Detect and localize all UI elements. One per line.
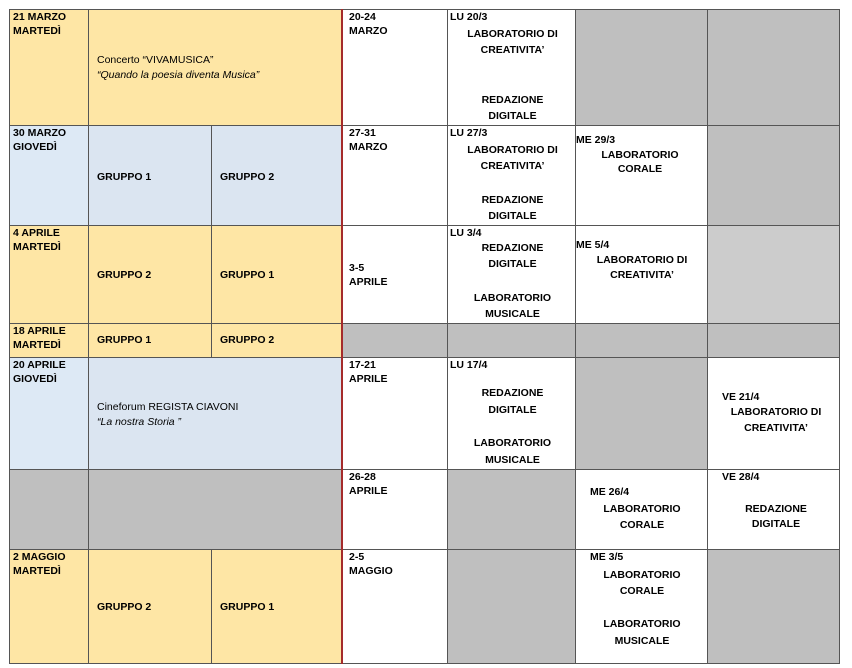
- activity-title: Cineforum REGISTA CIAVONI: [97, 401, 239, 413]
- date-text: 4 APRILE: [13, 227, 60, 239]
- empty-cell: [447, 549, 576, 664]
- date-cell-row7: [9, 549, 89, 664]
- group-label: GRUPPO 1: [97, 171, 152, 183]
- lab-label: DIGITALE: [751, 518, 801, 530]
- lab-label: LABORATORIO: [603, 569, 681, 581]
- date-cell-row3: [9, 225, 89, 324]
- lab-label: REDAZIONE: [481, 194, 544, 206]
- empty-cell: [575, 323, 708, 358]
- week-range: 17-21: [349, 359, 376, 371]
- group-b-cell-row4: [211, 323, 342, 358]
- day-head: ME 29/3: [576, 134, 616, 146]
- group-b-cell-row7: [211, 549, 342, 664]
- lab-label: DIGITALE: [488, 110, 537, 122]
- lab-label: LABORATORIO: [603, 618, 681, 630]
- lunedi-cell-row2: [447, 125, 576, 226]
- weekday-text: MARTEDÌ: [13, 565, 61, 577]
- mercoledi-cell-row2: [575, 125, 708, 226]
- lab-label: CREATIVITA’: [480, 44, 545, 56]
- lab-label: CREATIVITA’: [480, 160, 545, 172]
- lab-label: DIGITALE: [488, 210, 537, 222]
- lab-label: LABORATORIO DI: [467, 28, 558, 40]
- lab-label: REDAZIONE: [481, 94, 544, 106]
- date-cell-row2: [9, 125, 89, 226]
- weekday-text: MARTEDÌ: [13, 339, 61, 351]
- lab-label: LABORATORIO DI: [596, 254, 688, 266]
- week-month: MARZO: [349, 25, 388, 37]
- activity-title: Concerto “VIVAMUSICA”: [97, 54, 214, 66]
- activity-subtitle: “La nostra Storia ”: [97, 416, 182, 428]
- day-head: ME 5/4: [576, 239, 610, 251]
- mercoledi-cell-row6: [575, 469, 708, 550]
- day-head: LU 27/3: [450, 127, 488, 139]
- lab-label: CORALE: [619, 585, 665, 597]
- lunedi-cell-row5: [447, 357, 576, 470]
- lab-label: LABORATORIO DI: [730, 406, 822, 418]
- week-cell-row1: [342, 9, 448, 126]
- lab-label: MUSICALE: [485, 308, 540, 320]
- group-label: GRUPPO 1: [220, 269, 275, 281]
- week-range: 2-5: [349, 551, 365, 563]
- lab-label: REDAZIONE: [481, 387, 544, 399]
- date-cell-row1: [9, 9, 89, 126]
- day-head: LU 20/3: [450, 11, 488, 23]
- lab-label: CORALE: [617, 163, 663, 175]
- empty-cell: [342, 323, 448, 358]
- mercoledi-cell-row3: [575, 225, 708, 324]
- weekday-text: MARTEDÌ: [13, 25, 61, 37]
- empty-cell: [88, 469, 342, 550]
- lab-label: CREATIVITA’: [610, 269, 674, 281]
- mercoledi-cell-row7: [575, 549, 708, 664]
- empty-cell: [707, 225, 840, 324]
- date-text: 30 MARZO: [13, 127, 67, 139]
- activity-subtitle: “Quando la poesia diventa Musica”: [97, 69, 260, 81]
- group-label: GRUPPO 2: [220, 334, 275, 346]
- lab-label: REDAZIONE: [745, 503, 807, 515]
- lab-label: REDAZIONE: [481, 242, 544, 254]
- group-a-cell-row2: [88, 125, 212, 226]
- lab-label: LABORATORIO: [601, 149, 679, 161]
- lab-label: LABORATORIO DI: [467, 144, 558, 156]
- group-a-cell-row7: [88, 549, 212, 664]
- lunedi-cell-row1: [447, 9, 576, 126]
- empty-cell: [707, 549, 840, 664]
- day-head: VE 28/4: [722, 471, 760, 483]
- lab-label: LABORATORIO: [603, 503, 681, 515]
- empty-cell: [707, 125, 840, 226]
- lab-label: LABORATORIO: [473, 437, 552, 449]
- week-month: MARZO: [349, 141, 388, 153]
- week-cell-row2: [342, 125, 448, 226]
- venerdi-cell-row5: [707, 357, 840, 470]
- lab-label: MUSICALE: [614, 635, 670, 647]
- week-month: MAGGIO: [349, 565, 393, 577]
- day-head: ME 3/5: [590, 551, 624, 563]
- date-cell-row5: [9, 357, 89, 470]
- lab-label: CORALE: [619, 519, 665, 531]
- week-cell-row6: [342, 469, 448, 550]
- lab-label: DIGITALE: [488, 258, 537, 270]
- activity-cell-row1: [88, 9, 342, 126]
- group-a-cell-row4: [88, 323, 212, 358]
- group-a-cell-row3: [88, 225, 212, 324]
- group-b-cell-row2: [211, 125, 342, 226]
- separator-line: [341, 9, 343, 664]
- day-head: VE 21/4: [722, 391, 760, 403]
- date-text: 21 MARZO: [13, 11, 67, 23]
- venerdi-cell-row6: [707, 469, 840, 550]
- week-range: 27-31: [349, 127, 376, 139]
- date-text: 2 MAGGIO: [13, 551, 66, 563]
- day-head: LU 17/4: [450, 359, 488, 371]
- group-label: GRUPPO 1: [97, 334, 152, 346]
- week-cell-row7: [342, 549, 448, 664]
- week-month: APRILE: [349, 373, 388, 385]
- lab-label: CREATIVITA’: [744, 422, 808, 434]
- weekday-text: MARTEDÌ: [13, 241, 61, 253]
- lab-label: DIGITALE: [488, 404, 537, 416]
- activity-cell-row5: [88, 357, 342, 470]
- empty-cell: [447, 323, 576, 358]
- empty-cell: [447, 469, 576, 550]
- weekday-text: GIOVEDÌ: [13, 141, 57, 153]
- empty-cell: [707, 9, 840, 126]
- empty-cell: [9, 469, 89, 550]
- group-label: GRUPPO 1: [220, 601, 275, 613]
- week-range: 26-28: [349, 471, 376, 483]
- week-range: 20-24: [349, 11, 376, 23]
- empty-cell: [575, 357, 708, 470]
- lab-label: MUSICALE: [485, 454, 540, 466]
- week-cell-row5: [342, 357, 448, 470]
- day-head: ME 26/4: [590, 486, 630, 498]
- week-month: APRILE: [349, 276, 388, 288]
- week-cell-row3: [342, 225, 448, 324]
- empty-cell: [575, 9, 708, 126]
- day-head: LU 3/4: [450, 227, 482, 239]
- group-b-cell-row3: [211, 225, 342, 324]
- week-month: APRILE: [349, 485, 388, 497]
- group-label: GRUPPO 2: [220, 171, 275, 183]
- weekday-text: GIOVEDÌ: [13, 373, 57, 385]
- date-text: 20 APRILE: [13, 359, 66, 371]
- date-cell-row4: [9, 323, 89, 358]
- group-label: GRUPPO 2: [97, 601, 152, 613]
- date-text: 18 APRILE: [13, 325, 66, 337]
- lunedi-cell-row3: [447, 225, 576, 324]
- week-range: 3-5: [349, 262, 365, 274]
- empty-cell: [707, 323, 840, 358]
- group-label: GRUPPO 2: [97, 269, 152, 281]
- lab-label: LABORATORIO: [473, 292, 552, 304]
